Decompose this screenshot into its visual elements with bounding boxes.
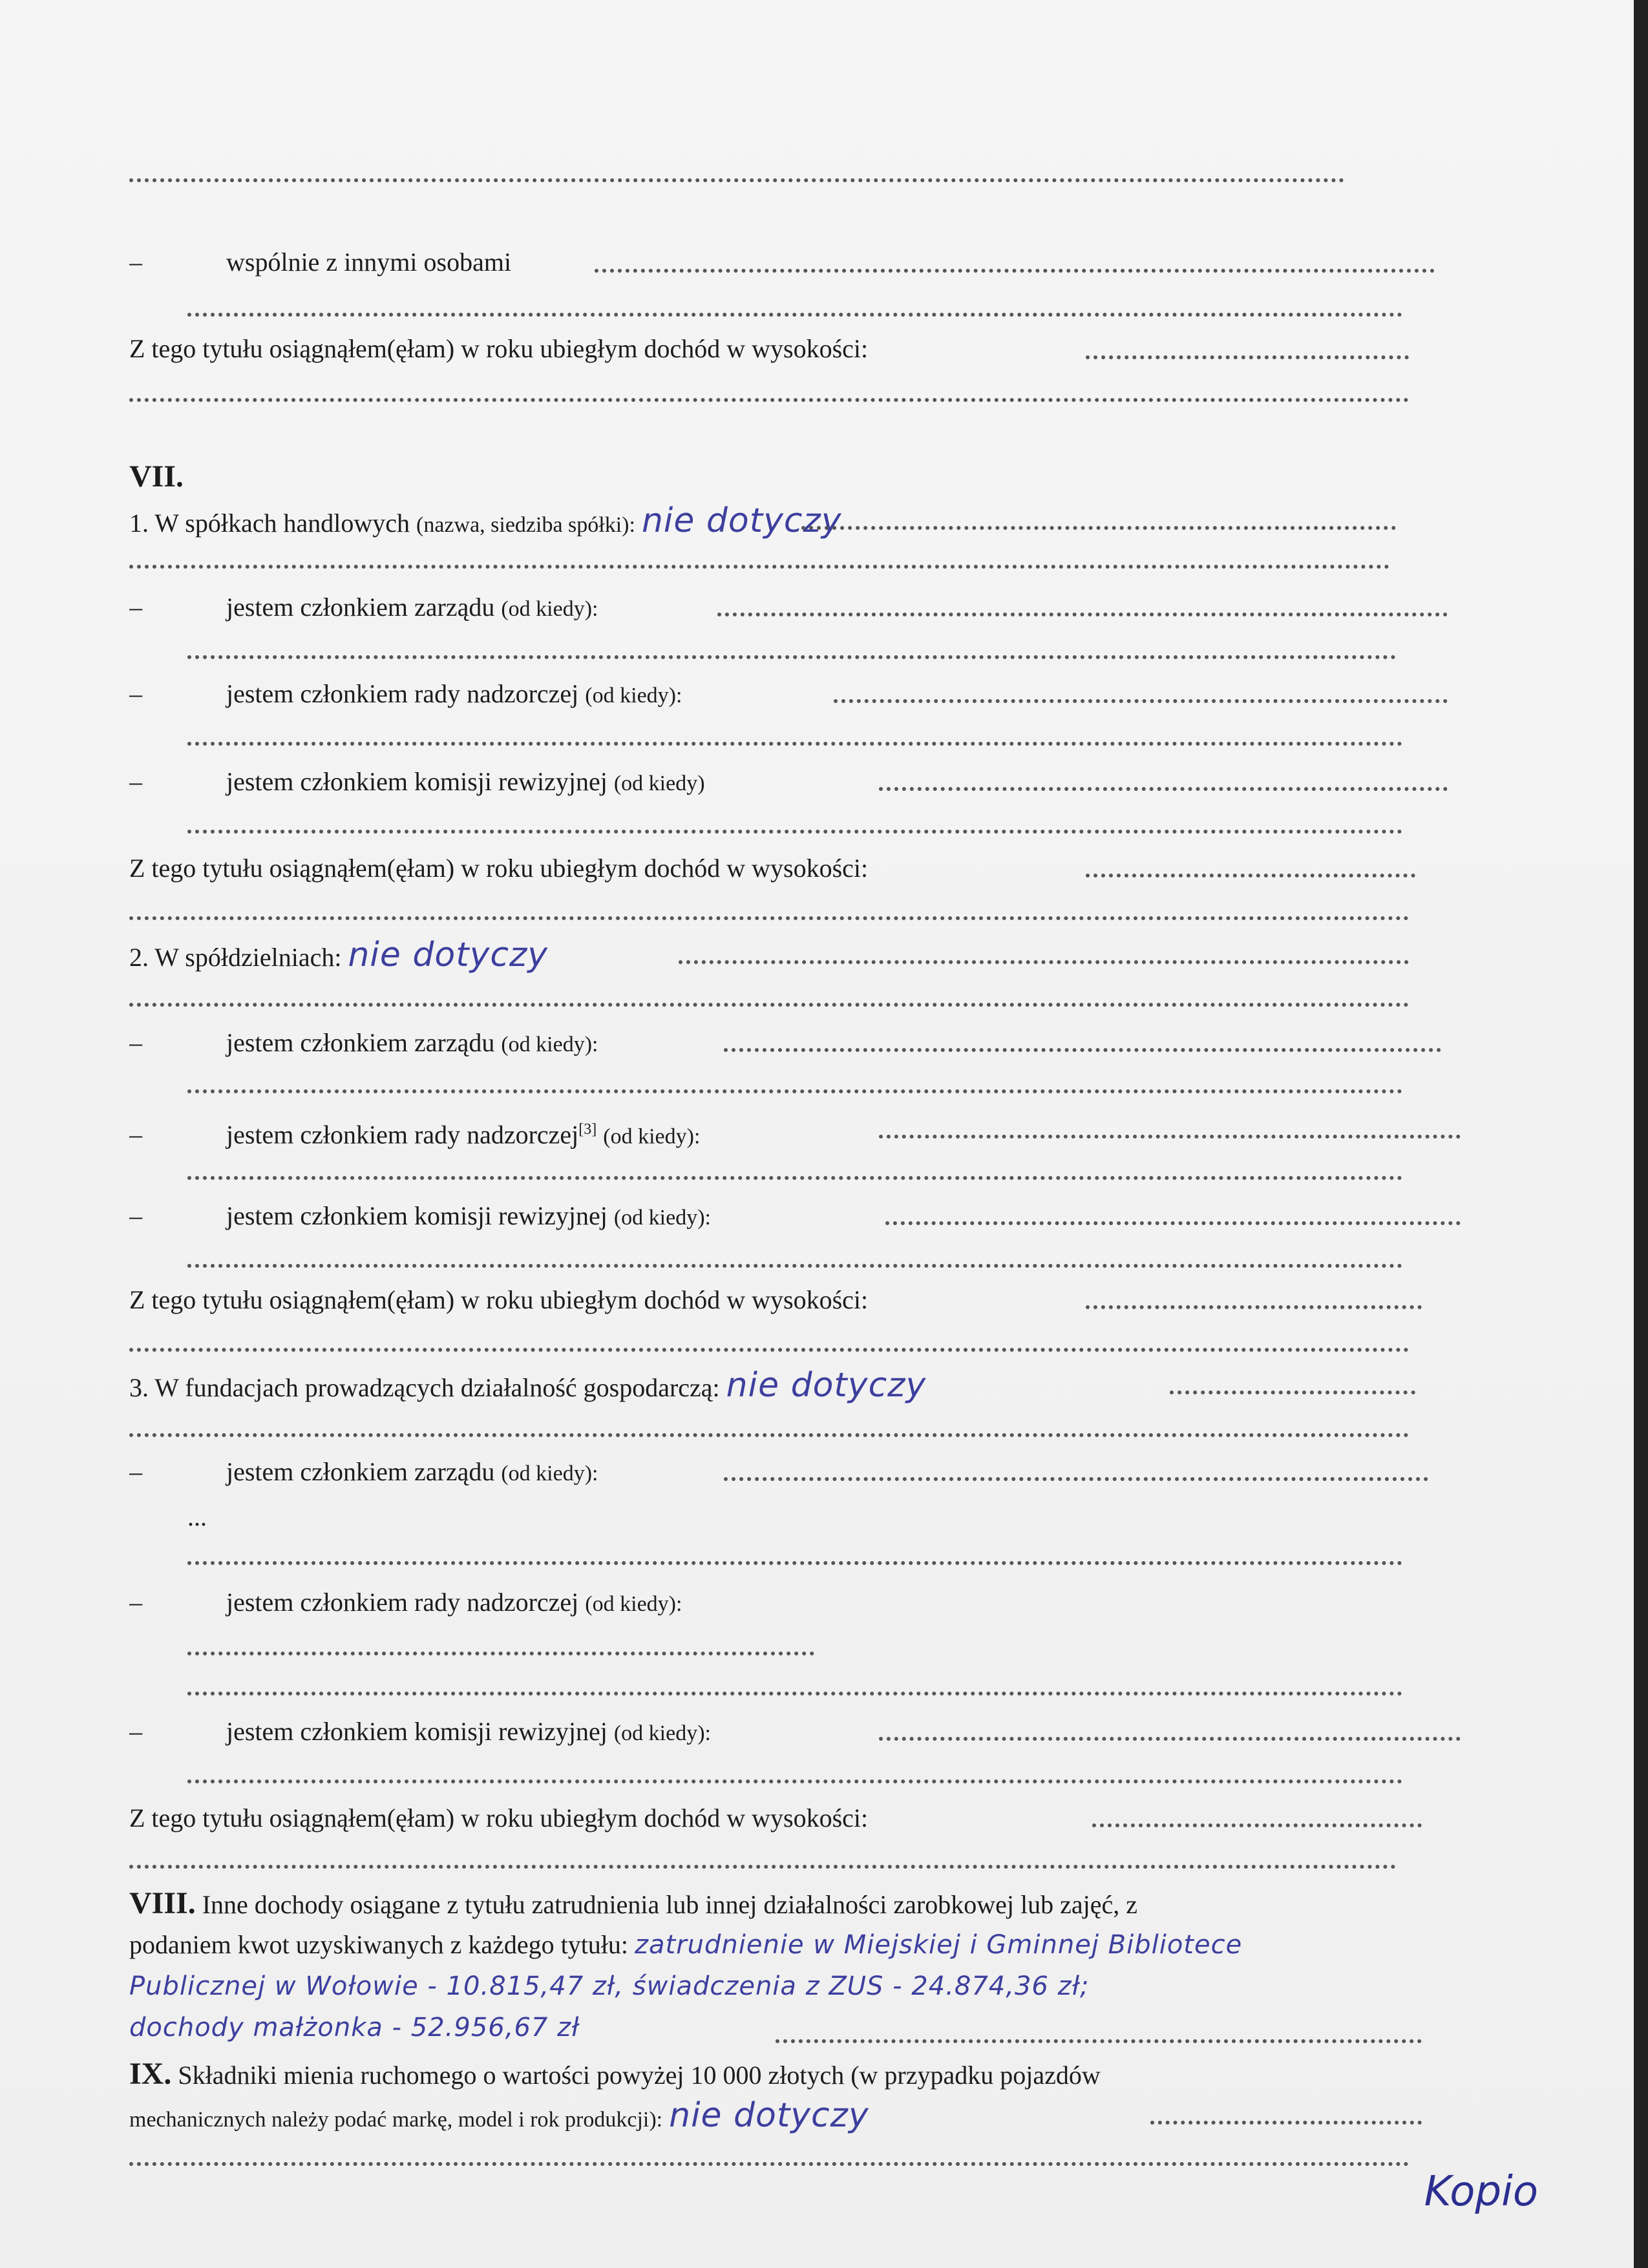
zarzad-line: – jestem członkiem zarządu (od kiedy): [129, 1457, 598, 1486]
dotted-line [1170, 1387, 1415, 1394]
handwritten-answer: nie dotyczy [641, 503, 842, 540]
viii-line-3 [129, 1968, 1493, 2004]
dotted-line [187, 1086, 1402, 1093]
dotted-line [595, 265, 1435, 273]
rada-line: – jestem członkiem rady nadzorczej (od kiedy): [129, 1588, 682, 1617]
dotted-line [834, 695, 1448, 703]
dotted-line [717, 609, 1448, 616]
dotted-line [129, 561, 1389, 569]
dotted-line [879, 1131, 1461, 1139]
dotted-line [129, 394, 1409, 402]
income-line: Z tego tytułu osiągnąłem(ęłam) w roku ubiegłym dochód w wysokości: [129, 1803, 869, 1832]
dotted-line [129, 2158, 1409, 2166]
income-line: Z tego tytułu osiągnąłem(ęłam) w roku ubiegłym dochód w wysokości: [129, 854, 869, 883]
ix-line-2: mechanicznych należy podać markę, model i rok produkcji): nie dotyczy [129, 2097, 869, 2135]
dotted-line [187, 1688, 1402, 1696]
zarzad-line: – jestem członkiem zarządu (od kiedy): [129, 1028, 598, 1057]
zarzad-line: – jestem członkiem zarządu (od kiedy): [129, 593, 598, 622]
income-line: Z tego tytułu osiągnąłem(ęłam) w roku ubiegłym dochód w wysokości: [129, 334, 869, 363]
rada3-line: – jestem członkiem rady nadzorczej[3] (od kiedy): [129, 1120, 701, 1150]
dotted-line [187, 1260, 1402, 1268]
dotted-line [129, 999, 1409, 1007]
komisja-line: – jestem członkiem komisji rewizyjnej (od kiedy): [129, 1201, 711, 1230]
dotted-line [776, 2035, 1422, 2043]
dotted-line [885, 1217, 1461, 1225]
dotted-line [187, 309, 1402, 317]
handwritten-answer: nie dotyczy [348, 937, 549, 974]
komisja-line: – jestem członkiem komisji rewizyjnej (od kiedy): [129, 1717, 711, 1746]
dotted-line [129, 1429, 1409, 1437]
section-viii-line: VIII. Inne dochody osiągane z tytułu zatrudnienia lub innej działalności zarobkowej lub zajęć, z [129, 1886, 1137, 1920]
dotted-line [187, 1172, 1402, 1180]
dotted-line [129, 912, 1409, 920]
dotted-line [801, 522, 1396, 530]
dotted-line [129, 1344, 1409, 1352]
dotted-line [129, 174, 1344, 182]
vii-2-line: 2. W spółdzielniach: nie dotyczy [129, 937, 549, 974]
viii-line-2: podaniem kwot uzyskiwanych z każdego tytułu: zatrudnienie w Miejskiej i Gminnej Bibliotece [129, 1930, 1243, 1960]
dotted-line [724, 1473, 1428, 1481]
form-line: – wspólnie z innymi osobami [129, 247, 512, 277]
dotted-line [679, 956, 1409, 964]
section-vii-heading: VII. [129, 459, 184, 494]
dotted-line [1150, 2117, 1422, 2125]
dotted-line [129, 1861, 1396, 1869]
dotted-line [187, 1648, 814, 1655]
dotted-line [1086, 1301, 1422, 1309]
handwritten-answer: Publicznej w Wołowie - 10.815,47 zł, świadczenia z ZUS - 24.874,36 zł; [129, 1971, 1090, 2001]
handwritten-answer: nie dotyczy [669, 2097, 869, 2135]
dotted-line [187, 738, 1402, 746]
signature: Kopio [1424, 2168, 1538, 2216]
vii-3-line: 3. W fundacjach prowadzących działalność gospodarczą: nie dotyczy [129, 1367, 927, 1405]
handwritten-answer: dochody małżonka - 52.956,67 zł [129, 2013, 580, 2042]
komisja-line: – jestem członkiem komisji rewizyjnej (od kiedy) [129, 767, 705, 796]
dotted-line [724, 1044, 1441, 1052]
dotted-line [187, 651, 1396, 659]
dotted-line [187, 826, 1402, 834]
dotted-line [1092, 1820, 1422, 1827]
dotted-line [187, 1557, 1402, 1565]
dotted-line [1086, 870, 1415, 877]
dotted-line [879, 783, 1448, 791]
handwritten-answer: zatrudnienie w Miejskiej i Gminnej Bibliotece [635, 1930, 1243, 1960]
dotted-line [187, 1776, 1402, 1783]
handwritten-answer: nie dotyczy [726, 1367, 927, 1405]
scan-edge [1634, 0, 1648, 2268]
section-ix-line: IX. Składniki mienia ruchomego o wartości powyżej 10 000 złotych (w przypadku pojazdów [129, 2057, 1101, 2091]
dotted-line [879, 1733, 1461, 1741]
vii-1-line: 1. W spółkach handlowych (nazwa, siedziba spółki): nie dotyczy [129, 503, 842, 540]
rada-line: – jestem członkiem rady nadzorczej (od kiedy): [129, 679, 682, 708]
dotted-line [1086, 352, 1409, 359]
ellipsis: ... [187, 1502, 207, 1531]
income-line: Z tego tytułu osiągnąłem(ęłam) w roku ubiegłym dochód w wysokości: [129, 1285, 869, 1314]
